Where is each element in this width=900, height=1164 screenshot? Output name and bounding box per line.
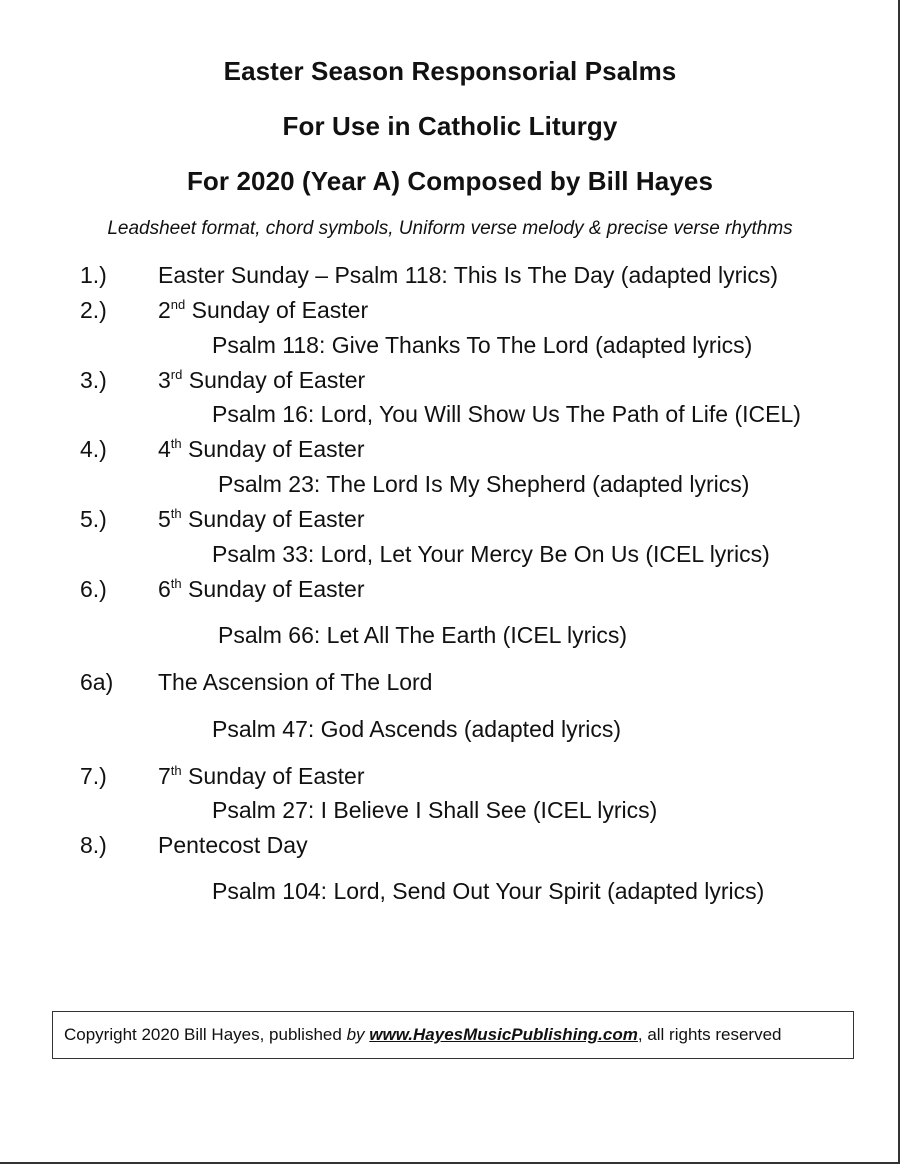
- entry-title: [158, 576, 364, 603]
- entry-psalm: Psalm 33: Lord, Let Your Mercy Be On Us (ICEL lyrics): [212, 541, 770, 567]
- entry-number: 2.): [80, 297, 107, 323]
- entry-number: 4.): [80, 436, 107, 462]
- ordinal-number: 7: [158, 763, 171, 789]
- entry-sunday-text: Sunday of Easter: [181, 506, 365, 532]
- ordinal-suffix: th: [170, 506, 182, 521]
- title-line-2: For Use in Catholic Liturgy: [282, 111, 618, 141]
- entry-title: [158, 367, 365, 394]
- entry-psalm: Psalm 27: I Believe I Shall See (ICEL lyrics): [212, 797, 658, 823]
- entry-title: The Ascension of The Lord: [158, 669, 433, 695]
- entry-number: 3.): [80, 367, 107, 393]
- entry-psalm: Psalm 104: Lord, Send Out Your Spirit (adapted lyrics): [212, 878, 765, 904]
- copyright-suffix: , all rights reserved: [637, 1025, 782, 1044]
- entry-psalm: Psalm 23: The Lord Is My Shepherd (adapted lyrics): [218, 471, 750, 497]
- entry-title: [158, 436, 364, 463]
- entry-sunday-text: Sunday of Easter: [181, 576, 365, 602]
- entry-sunday-text: Sunday of Easter: [185, 297, 369, 323]
- entry-number: 5.): [80, 506, 107, 532]
- ordinal-suffix: th: [170, 763, 182, 778]
- ordinal-suffix: th: [170, 576, 182, 591]
- entry-number: 6a): [80, 669, 114, 695]
- entry-number: 6.): [80, 576, 107, 602]
- entry-number: 1.): [80, 262, 107, 288]
- entry-title: [158, 763, 364, 790]
- ordinal-suffix: rd: [170, 367, 183, 382]
- entry-number: 7.): [80, 763, 107, 789]
- entry-sunday-text: Sunday of Easter: [181, 436, 365, 462]
- copyright-prefix: Copyright 2020 Bill Hayes, published: [64, 1025, 347, 1044]
- ordinal-number: 2: [158, 297, 171, 323]
- entry-psalm: Psalm 47: God Ascends (adapted lyrics): [212, 716, 622, 742]
- entry-title: Easter Sunday – Psalm 118: This Is The Day (adapted lyrics): [158, 262, 779, 288]
- subtitle: Leadsheet format, chord symbols, Uniform verse melody & precise verse rhythms: [107, 218, 793, 239]
- entry-title: [158, 506, 364, 533]
- entry-psalm: Psalm 66: Let All The Earth (ICEL lyrics): [218, 622, 628, 648]
- entry-psalm: Psalm 118: Give Thanks To The Lord (adapted lyrics): [212, 332, 753, 358]
- entry-sunday-text: Sunday of Easter: [182, 367, 366, 393]
- entry-title: Pentecost Day: [158, 832, 308, 858]
- ordinal-number: 5: [158, 506, 171, 532]
- ordinal-number: 4: [158, 436, 171, 462]
- entry-psalm: Psalm 16: Lord, You Will Show Us The Path of Life (ICEL): [212, 401, 801, 427]
- entry-sunday-text: Sunday of Easter: [181, 763, 365, 789]
- copyright-by: by: [346, 1025, 365, 1044]
- title-line-1: Easter Season Responsorial Psalms: [223, 56, 677, 86]
- ordinal-suffix: th: [170, 436, 182, 451]
- ordinal-number: 6: [158, 576, 171, 602]
- ordinal-suffix: nd: [170, 297, 186, 312]
- title-line-3: For 2020 (Year A) Composed by Bill Hayes: [186, 166, 714, 196]
- ordinal-number: 3: [158, 367, 171, 393]
- publisher-website-link[interactable]: www.HayesMusicPublishing.com: [369, 1025, 638, 1044]
- entry-number: 8.): [80, 832, 107, 858]
- entry-title: [158, 297, 368, 324]
- copyright-notice: [52, 1011, 854, 1059]
